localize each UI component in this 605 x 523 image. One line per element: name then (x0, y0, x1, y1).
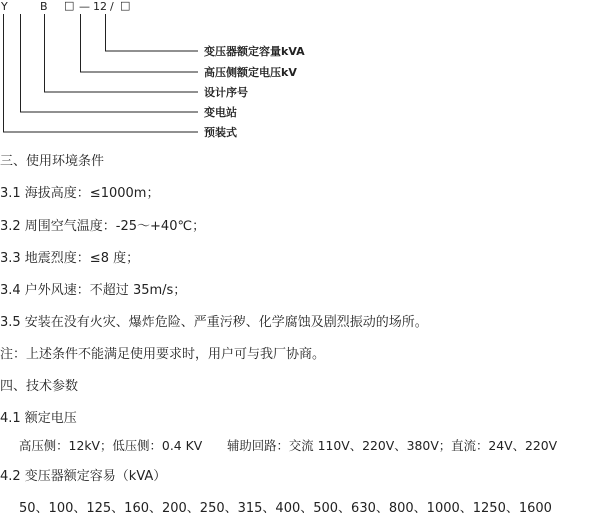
legend-prefab: 预装式 (204, 126, 237, 139)
rated-capacity-title: 4.2 变压器额定容易（kVA） (0, 469, 167, 484)
code-b: B (40, 0, 48, 13)
leader-voltage (81, 14, 199, 72)
env-site: 3.5 安装在没有火灾、爆炸危险、严重污秽、化学腐蚀及剧烈振动的场所。 (0, 315, 428, 330)
capacity-values: 50、100、125、160、200、250、315、400、500、630、800、1000、1250、1600 (19, 501, 552, 516)
leader-capacity (106, 14, 199, 51)
code-capacity-box: □ (120, 0, 131, 12)
section4-heading: 四、技术参数 (0, 379, 79, 394)
leader-substation (21, 14, 199, 112)
legend-design-no: 设计序号 (204, 86, 248, 99)
code-dash: — (79, 0, 90, 13)
voltage-values: 高压侧：12kV；低压侧：0.4 KV 辅助回路：交流 110V、220V、380V；直流：24V、220V (19, 438, 558, 453)
env-seismic: 3.3 地震烈度：≤8 度； (0, 251, 140, 266)
code-design-box: □ (64, 0, 75, 12)
env-note: 注：上述条件不能满足使用要求时，用户可与我厂协商。 (0, 347, 326, 362)
legend-capacity: 变压器额定容量kVA (204, 45, 305, 58)
section3-heading: 三、使用环境条件 (0, 154, 105, 169)
legend-substation: 变电站 (204, 106, 237, 119)
legend-hv-voltage: 高压侧额定电压kV (204, 66, 297, 79)
leader-lines (0, 0, 605, 145)
rated-voltage-title: 4.1 额定电压 (0, 411, 77, 426)
code-slash: / (110, 0, 114, 13)
env-wind: 3.4 户外风速：不超过 35m/s； (0, 283, 187, 298)
leader-prefab (4, 14, 199, 132)
code-voltage: 12 (93, 0, 107, 13)
leader-design (45, 14, 199, 92)
env-altitude: 3.1 海拔高度：≤1000m； (0, 186, 160, 201)
code-y: Y (1, 0, 8, 13)
env-temperature: 3.2 周围空气温度：-25～+40℃； (0, 219, 206, 234)
